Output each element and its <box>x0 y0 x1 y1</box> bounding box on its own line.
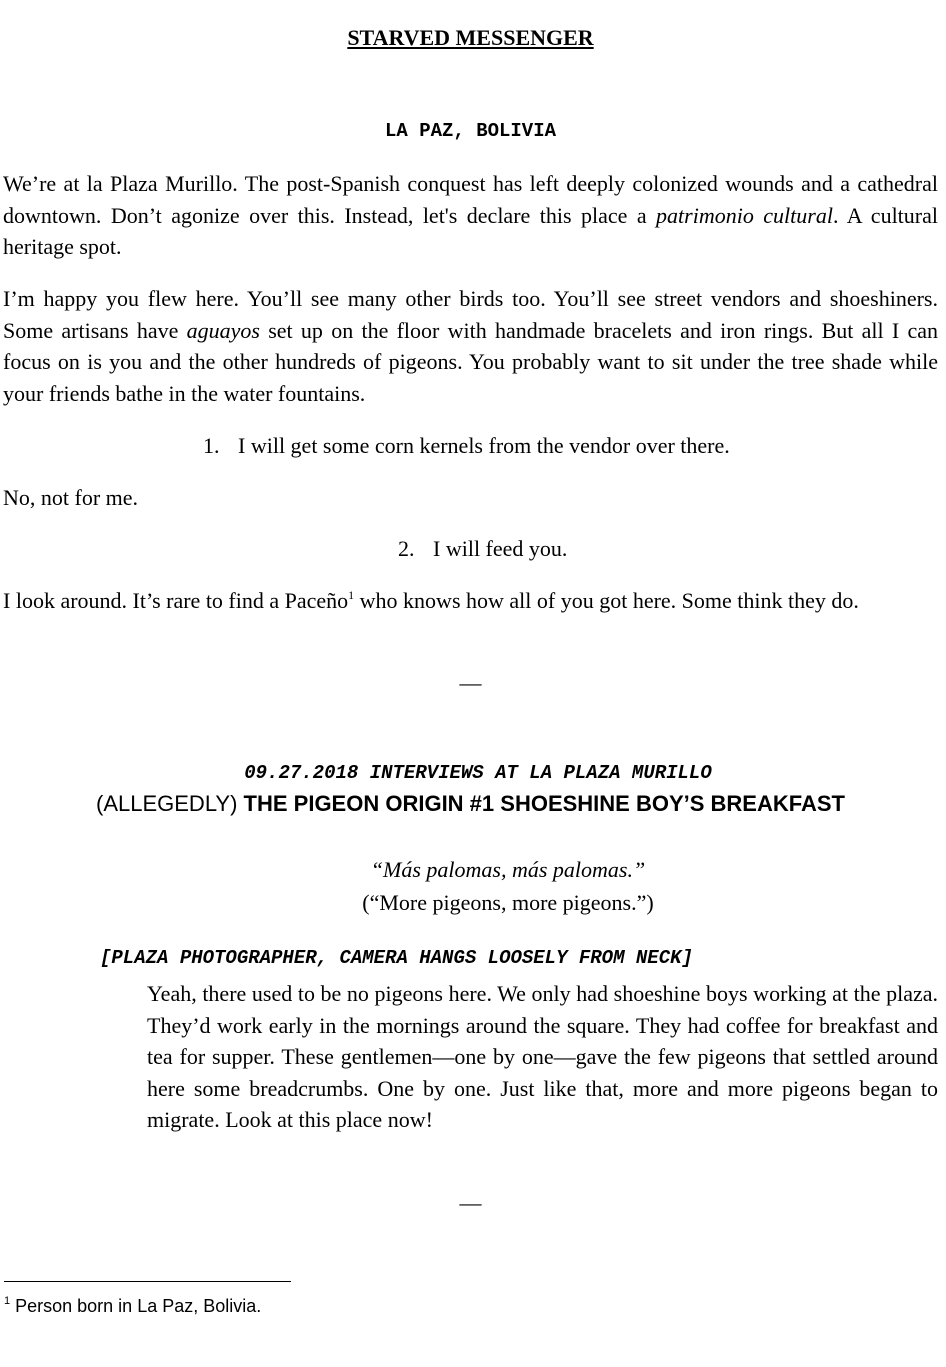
footnote-number: 1 <box>4 1295 11 1307</box>
list-text: I will feed you. <box>433 536 568 561</box>
paragraph-text: I look around. It’s rare to find a Paceño <box>3 588 349 613</box>
italic-term: aguayos <box>186 317 260 343</box>
paragraph-text: We’re at la Plaza Murillo. The post-Spanish conquest has left deeply colonized wounds and a cathedral downtown. Don’t agonize over this. Instead, let's declare this place a <box>3 171 938 228</box>
footnote-text: Person born in La Paz, Bolivia. <box>10 1296 262 1316</box>
interview-heading <box>0 791 941 817</box>
section-divider: — <box>459 670 482 695</box>
heading-prefix: (ALLEGEDLY) <box>96 791 238 816</box>
list-item <box>203 430 730 462</box>
testimony-text: Yeah, there used to be no pigeons here. We only had shoeshine boys working at the plaza. They’d work early in the mornings around the square. They had coffee for breakfast and tea for supper. These gentlemen—one by one—gave the few pigeons that settled around here some breadcrumbs. One by one. Just like that, more and more pigeons began to migrate. Look at this place now! <box>147 981 938 1132</box>
paragraph-text: . A cultural heritage spot. <box>3 202 939 259</box>
footnote <box>4 1296 261 1317</box>
paragraph-text: set up on the floor with handmade bracelets and iron rings. But all I can focus on is you and the other hundreds of pigeons. You probably want to sit under the tree shade while your friends bathe in the water fountains. <box>3 317 938 406</box>
location-heading: LA PAZ, BOLIVIA <box>384 120 557 142</box>
paragraph-text: I’m happy you flew here. You’ll see many other birds too. You’ll see street vendors and shoeshiners. Some artisans have <box>3 286 938 343</box>
footnote-separator <box>4 1281 291 1282</box>
interview-date-line: 09.27.2018 INTERVIEWS AT LA PLAZA MURILLO <box>244 762 712 784</box>
list-item <box>398 533 567 565</box>
paragraph-not-for-me: No, not for me. <box>3 485 139 510</box>
heading-title: THE PIGEON ORIGIN #1 SHOESHINE BOY’S BREAKFAST <box>243 791 845 816</box>
paragraph-text: who knows how all of you got here. Some think they do. <box>354 588 859 613</box>
italic-term: patrimonio cultural <box>656 202 833 228</box>
quote-english: (“More pigeons, more pigeons.”) <box>362 890 654 915</box>
list-text: I will get some corn kernels from the vendor over there. <box>238 433 730 458</box>
footnote-reference: 1 <box>348 588 355 602</box>
section-divider: — <box>459 1190 482 1215</box>
speaker-label: [PLAZA PHOTOGRAPHER, CAMERA HANGS LOOSELY FROM NECK] <box>100 947 693 969</box>
quote-spanish: “Más palomas, más palomas.” <box>370 857 646 882</box>
paragraph-pigeons <box>3 283 938 409</box>
epigraph-quote <box>0 853 946 919</box>
document-title: STARVED MESSENGER <box>347 25 594 50</box>
list-number: 2. <box>398 536 415 561</box>
paragraph-plaza <box>3 168 938 263</box>
paragraph-paceno <box>3 585 938 617</box>
list-number: 1. <box>203 433 220 458</box>
